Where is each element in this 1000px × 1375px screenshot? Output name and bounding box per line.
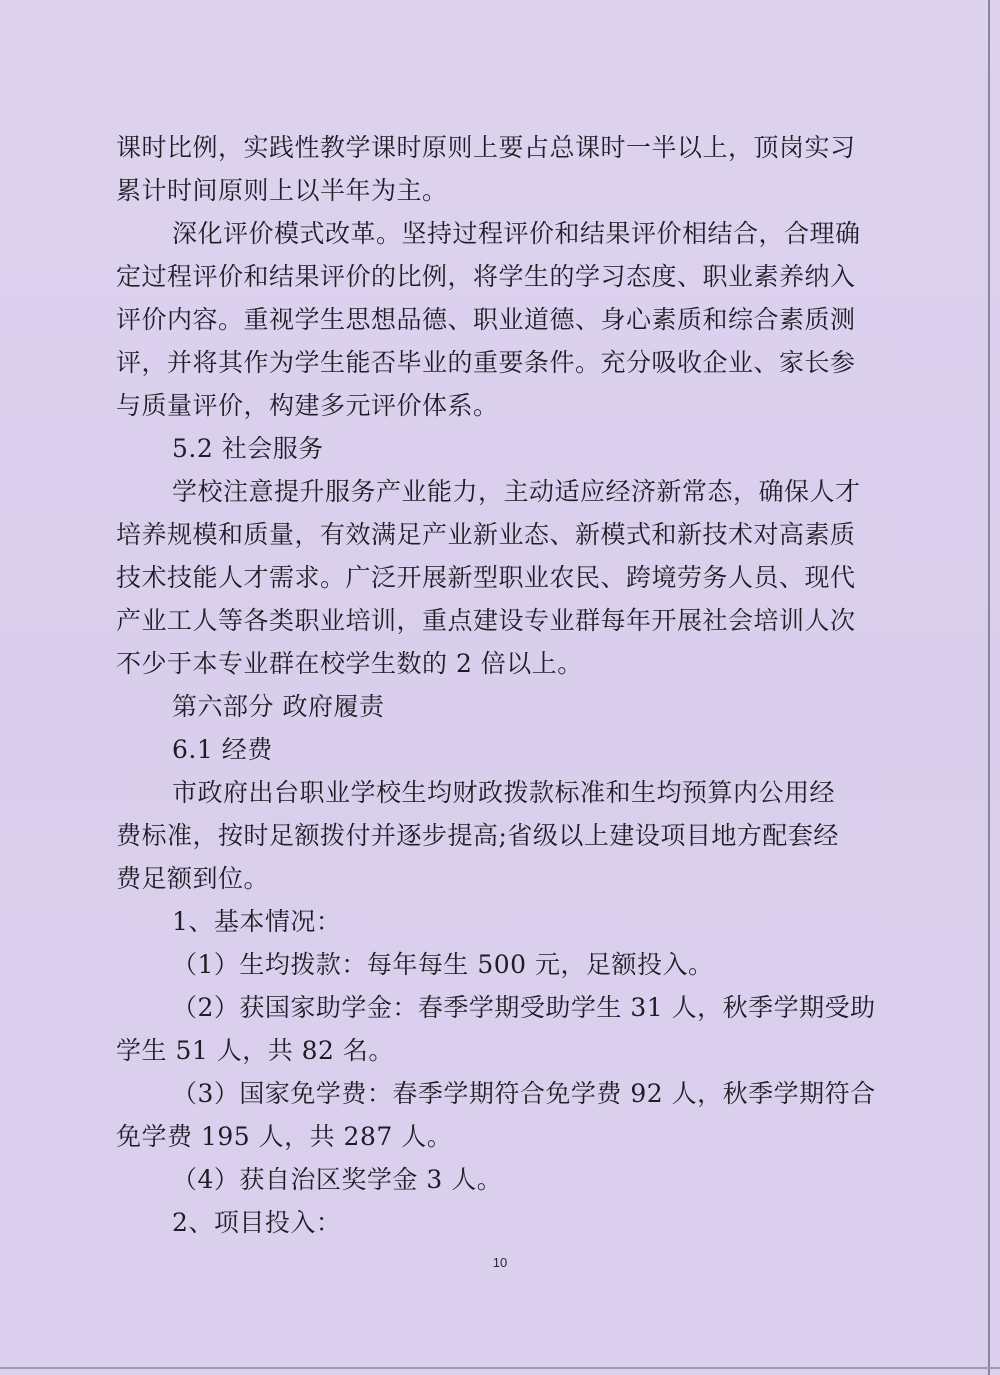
- paragraph-line: 产业工人等各类职业培训，重点建设专业群每年开展社会培训人次: [116, 606, 856, 635]
- paragraph-line: 累计时间原则上以半年为主。: [116, 176, 448, 205]
- paragraph-line: 定过程评价和结果评价的比例，将学生的学习态度、职业素养纳入: [116, 262, 856, 291]
- scan-edge-bottom: [0, 1367, 1000, 1369]
- section-heading: 5.2 社会服务: [172, 434, 324, 463]
- paragraph-line: 深化评价模式改革。坚持过程评价和结果评价相结合，合理确: [172, 219, 861, 248]
- paragraph-line: 课时比例，实践性教学课时原则上要占总课时一半以上，顶岗实习: [116, 133, 856, 162]
- list-item-continuation: 学生 51 人，共 82 名。: [116, 1036, 394, 1065]
- list-item: （4）获自治区奖学金 3 人。: [172, 1165, 503, 1194]
- list-item-continuation: 免学费 195 人，共 287 人。: [116, 1122, 453, 1151]
- section-heading: 6.1 经费: [172, 735, 273, 764]
- paragraph-line: 评价内容。重视学生思想品德、职业道德、身心素质和综合素质测: [116, 305, 856, 334]
- list-heading: 2、项目投入：: [172, 1208, 342, 1237]
- paragraph-line: 与质量评价，构建多元评价体系。: [116, 391, 499, 420]
- list-item: （2）获国家助学金：春季学期受助学生 31 人，秋季学期受助: [172, 993, 876, 1022]
- paragraph-line: 评，并将其作为学生能否毕业的重要条件。充分吸收企业、家长参: [116, 348, 856, 377]
- list-heading: 1、基本情况：: [172, 907, 342, 936]
- page-number: 10: [492, 1255, 508, 1270]
- paragraph-line: 费足额到位。: [116, 864, 270, 893]
- paragraph-line: 培养规模和质量，有效满足产业新业态、新模式和新技术对高素质: [116, 520, 856, 549]
- list-item: （1）生均拨款：每年每生 500 元，足额投入。: [172, 950, 714, 979]
- paragraph-line: 学校注意提升服务产业能力，主动适应经济新常态，确保人才: [172, 477, 861, 506]
- paragraph-line: 费标准，按时足额拨付并逐步提高;省级以上建设项目地方配套经: [116, 821, 839, 850]
- scan-edge-right: [988, 0, 990, 1375]
- part-heading: 第六部分 政府履责: [172, 692, 385, 721]
- paragraph-line: 市政府出台职业学校生均财政拨款标准和生均预算内公用经: [172, 778, 836, 807]
- paragraph-line: 技术技能人才需求。广泛开展新型职业农民、跨境劳务人员、现代: [116, 563, 856, 592]
- list-item: （3）国家免学费：春季学期符合免学费 92 人，秋季学期符合: [172, 1079, 876, 1108]
- document-body: [116, 126, 876, 1244]
- paragraph-line: 不少于本专业群在校学生数的 2 倍以上。: [116, 649, 583, 678]
